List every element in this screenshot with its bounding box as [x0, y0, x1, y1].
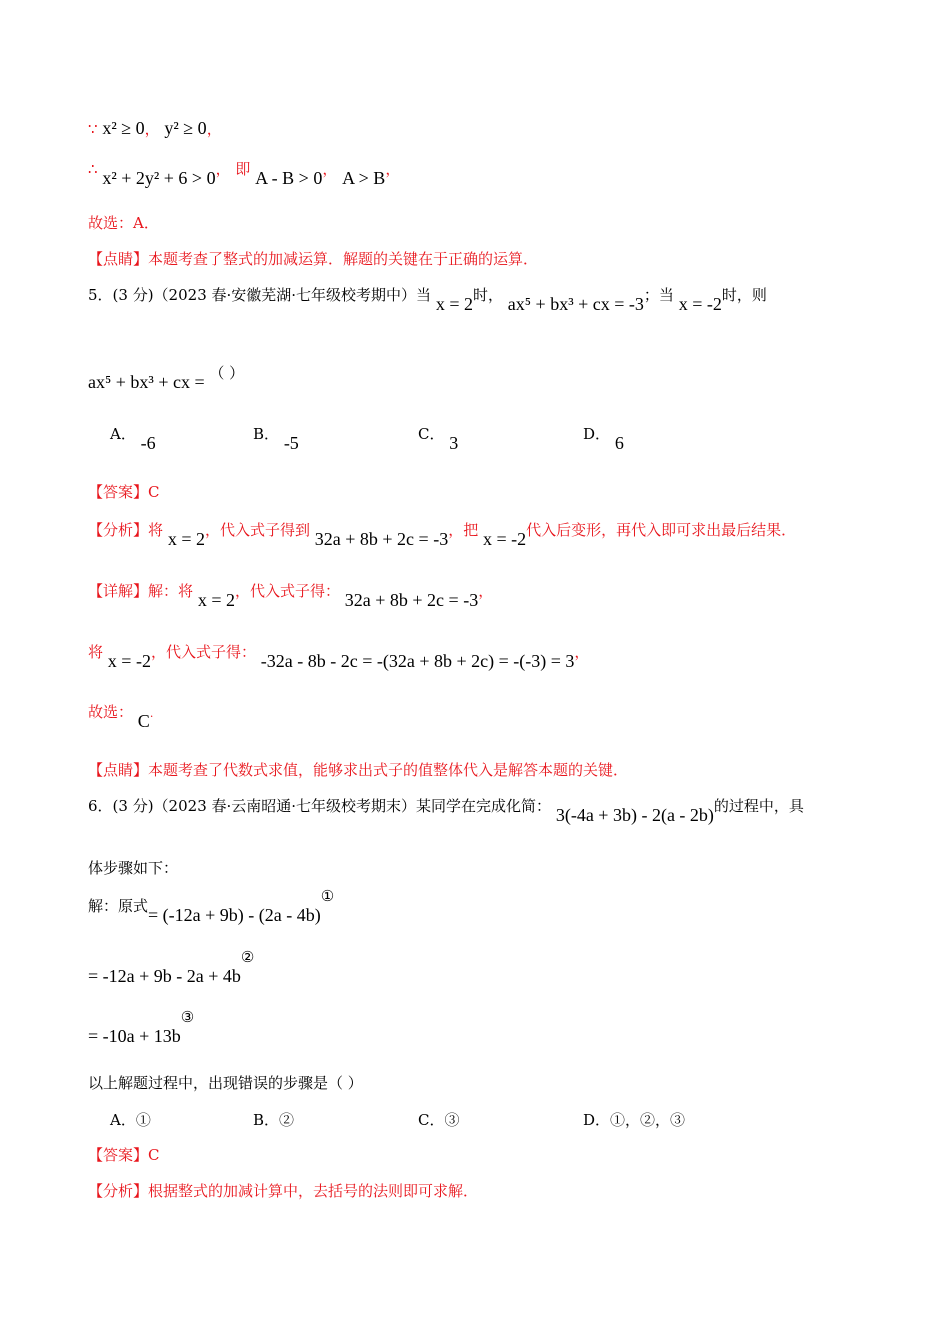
answer-tag: 【答案】 [88, 483, 149, 501]
ji-label: 即 [235, 160, 251, 178]
solution-label: 解：原式 [88, 897, 149, 915]
q6-stem-lead: 6．(3 分)（2023 春·云南昭通·七年级校考期末）某同学在完成化简： [88, 797, 552, 815]
analysis-text: ，把 [448, 521, 479, 539]
analysis-tag: 【分析】 [88, 1182, 149, 1200]
q5-analysis [88, 519, 797, 549]
step2-mark: ② [240, 948, 255, 966]
q5-shi-ze: 时，则 [721, 286, 767, 304]
inequality-y: y² ≥ 0 [164, 118, 207, 138]
analysis-tag: 【分析】 [88, 521, 149, 539]
option-value: ①，②，③ [610, 1111, 686, 1129]
choice-value: C [137, 711, 150, 731]
detail-text: ，代入式子得： [150, 643, 256, 661]
comma: ， [215, 160, 231, 178]
analysis-text: 将 [148, 521, 164, 539]
q5-expr-line [88, 362, 245, 392]
step2-expr: = -12a + 9b - 2a + 4b [88, 966, 241, 986]
q6-option-b[interactable] [253, 1109, 294, 1130]
option-label: B． [253, 425, 280, 443]
answer-tag: 【答案】 [88, 1146, 149, 1164]
q6-stem-line2: 体步骤如下： [88, 859, 179, 877]
option-value: 3 [449, 433, 459, 453]
detail-x2: x = -2 [107, 651, 151, 671]
q6-analysis [88, 1181, 478, 1201]
q6-stem [88, 795, 804, 825]
inequality-diff: A - B > 0 [255, 168, 323, 188]
q5-option-d[interactable] [583, 423, 624, 453]
q6-option-a[interactable] [110, 1109, 151, 1130]
detail-text: ，代入式子得： [234, 582, 340, 600]
detail-tag: 【详解】 [88, 582, 149, 600]
proof-choice: 故选：A． [88, 214, 159, 232]
q6-step-2 [88, 948, 255, 986]
q5-option-c[interactable] [418, 423, 459, 453]
q6-expr: 3(-4a + 3b) - 2(a - 2b) [555, 805, 714, 825]
answer-value: C [148, 1146, 160, 1164]
choice-label: 故选： [88, 703, 134, 721]
analysis-text: ，代入式子得到 [204, 521, 310, 539]
inequality-x: x² ≥ 0 [102, 118, 145, 138]
option-value: ③ [444, 1111, 460, 1129]
analysis-text: 代入后变形，再代入即可求出最后结果． [526, 521, 797, 539]
step3-expr: = -10a + 13b [88, 1026, 181, 1046]
option-value: ② [279, 1111, 295, 1129]
q5-choice: 故选： C. [88, 703, 154, 731]
therefore-symbol: ∴ [88, 160, 98, 178]
option-label: D． [583, 425, 611, 443]
q5-detail-1 [88, 580, 494, 610]
option-label: D． [583, 1111, 611, 1129]
inequality-result: A > B [342, 168, 386, 188]
q6-option-d[interactable] [583, 1109, 685, 1130]
option-label: B． [253, 1111, 280, 1129]
option-label: A． [110, 425, 136, 443]
comma: ， [322, 160, 338, 178]
detail-x1: x = 2 [197, 590, 235, 610]
option-label: C． [418, 425, 445, 443]
answer-value: C [148, 483, 160, 501]
comma: ， [574, 643, 590, 661]
q5-expr1: ax⁵ + bx³ + cx = -3 [507, 294, 644, 314]
comma: ， [478, 582, 494, 600]
q6-step-1 [88, 887, 335, 925]
q5-option-a[interactable] [110, 423, 156, 453]
proof-comment [88, 249, 538, 269]
option-value: 6 [614, 433, 624, 453]
q5-stem-lead: 5．(3 分)（2023 春·安徽芜湖·七年级校考期中）当 [88, 286, 432, 304]
step3-mark: ③ [180, 1008, 195, 1026]
step1-mark: ① [320, 887, 335, 905]
q5-option-b[interactable] [253, 423, 299, 453]
option-label: A． [110, 1111, 136, 1129]
step1-expr: = (-12a + 9b) - (2a - 4b) [148, 905, 321, 925]
q5-expr2: ax⁵ + bx³ + cx = [88, 372, 205, 392]
comment-tag: 【点睛】 [88, 761, 149, 779]
q6-answer [88, 1145, 160, 1165]
q5-cond2: x = -2 [678, 294, 722, 314]
detail-eq1: 32a + 8b + 2c = -3 [344, 590, 479, 610]
option-value: ① [135, 1111, 151, 1129]
q6-stem-tail: 的过程中，具 [713, 797, 804, 815]
analysis-eq1: 32a + 8b + 2c = -3 [314, 529, 449, 549]
detail-text: 解：将 [148, 582, 194, 600]
analysis-text: 根据整式的加减计算中，去括号的法则即可求解． [148, 1182, 479, 1200]
q5-paren: （ ） [209, 364, 245, 382]
q5-semi: ；当 [643, 286, 674, 304]
comma: ， [385, 160, 401, 178]
q6-step-3 [88, 1008, 195, 1046]
q5-answer [88, 482, 160, 502]
option-label: C． [418, 1111, 445, 1129]
q6-question: 以上解题过程中，出现错误的步骤是（ ） [88, 1074, 363, 1092]
inequality-sum: x² + 2y² + 6 > 0 [102, 168, 216, 188]
comma: ， [144, 120, 160, 138]
comment-tag: 【点睛】 [88, 250, 149, 268]
detail-eq2: -32a - 8b - 2c = -(32a + 8b + 2c) = -(-3) = 3 [260, 651, 575, 671]
q5-cond1: x = 2 [435, 294, 473, 314]
comment-text: 本题考查了代数式求值，能够求出式子的值整体代入是解答本题的关键． [148, 761, 629, 779]
because-symbol: ∵ [88, 120, 98, 138]
q5-detail-2 [88, 641, 590, 671]
analysis-x1: x = 2 [167, 529, 205, 549]
q5-stem [88, 284, 767, 314]
analysis-x2: x = -2 [483, 529, 527, 549]
comment-text: 本题考查了整式的加减运算．解题的关键在于正确的运算． [148, 250, 539, 268]
proof-line-2 [88, 158, 401, 188]
q6-option-c[interactable] [418, 1109, 460, 1130]
proof-line-1 [88, 118, 222, 139]
comma: ， [206, 120, 222, 138]
q5-shi: 时， [472, 286, 503, 304]
option-value: -5 [283, 433, 299, 453]
q5-comment [88, 760, 628, 780]
option-value: -6 [140, 433, 156, 453]
detail-text: 将 [88, 643, 104, 661]
